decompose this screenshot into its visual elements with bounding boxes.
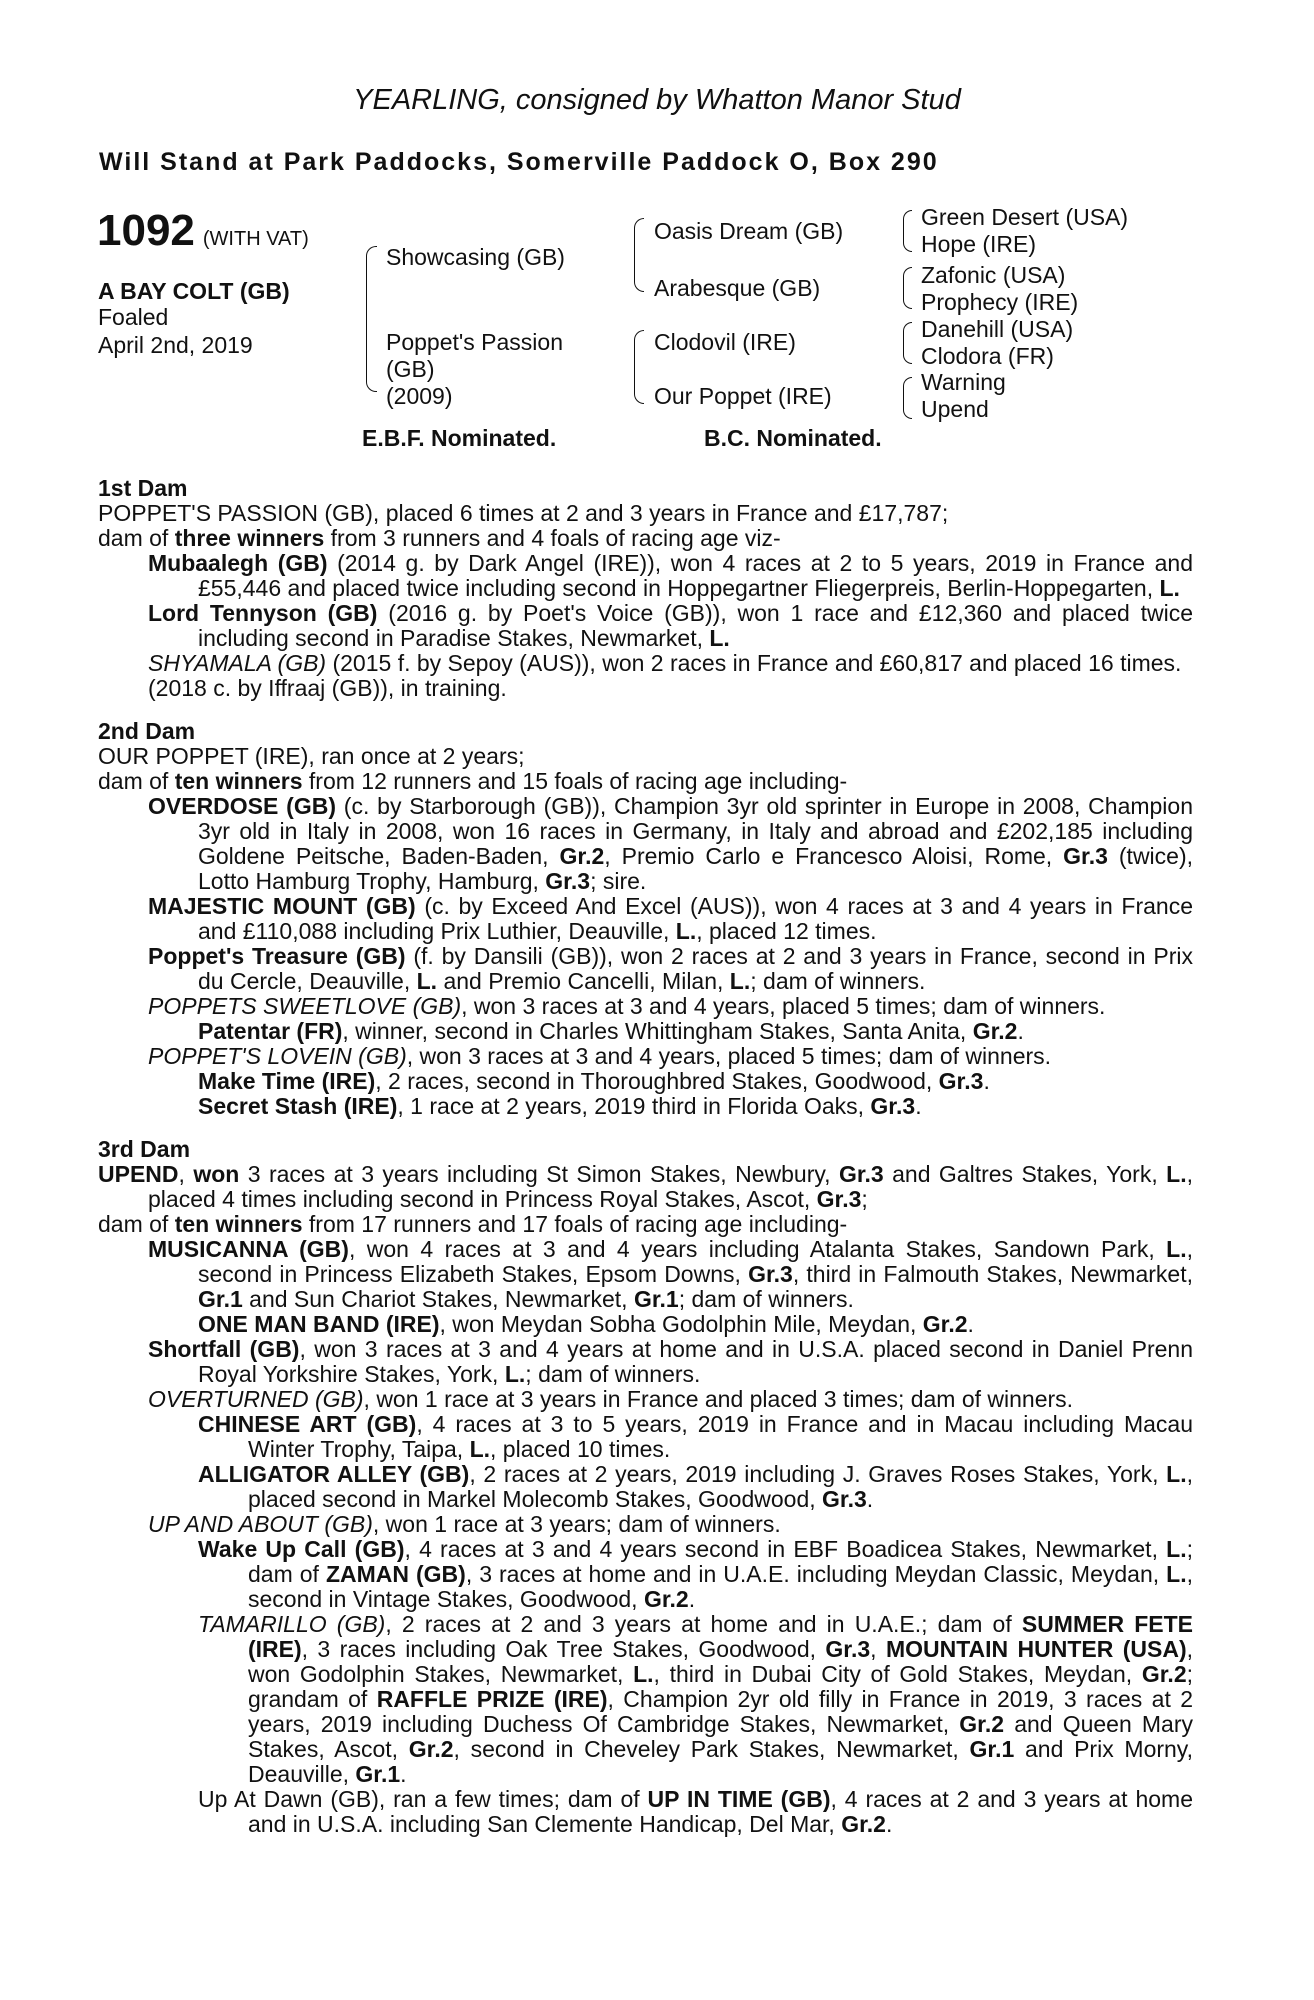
pedigree-entry: UPEND, won 3 races at 3 years including St Simon Stakes, Newbury, Gr.3 and Galtres Stakes, York, L., placed 4 times including second in Princess Royal Stakes, Ascot, Gr.3; <box>98 1161 1193 1212</box>
pedigree-g3-1: Green Desert (USA) <box>921 204 1129 230</box>
pedigree-entry: OVERDOSE (GB) (c. by Starborough (GB)), Champion 3yr old sprinter in Europe in 2008, Champion 3yr old in Italy in 2008, won 16 races in Germany, in Italy and abroad and £202,185 including Goldene Peitsche, Baden-Baden, Gr.2, Premio Carlo e Francesco Aloisi, Rome, Gr.3 (twice), Lotto Hamburg Trophy, Hamburg, Gr.3; sire. <box>148 793 1194 894</box>
pedigree-brace-g3-3 <box>903 322 912 364</box>
pedigree-brace-dam-line <box>634 330 644 404</box>
pedigree-sire-dam: Arabesque (GB) <box>654 275 821 301</box>
pedigree-entry: (2018 c. by Iffraaj (GB)), in training. <box>148 675 507 701</box>
pedigree-entry: dam of ten winners from 12 runners and 15 foals of racing age including- <box>98 768 848 794</box>
pedigree-entry: Poppet's Treasure (GB) (f. by Dansili (GB)), won 2 races at 2 and 3 years in France, second in Prix du Cercle, Deauville, L. and Premio Cancelli, Milan, L.; dam of winners. <box>148 943 1193 994</box>
pedigree-entry: POPPET'S LOVEIN (GB), won 3 races at 3 and 4 years, placed 5 times; dam of winners. <box>148 1043 1052 1069</box>
pedigree-brace-sire-dam <box>366 246 377 392</box>
dam-section <box>98 719 1193 1119</box>
pedigree-entry: Up At Dawn (GB), ran a few times; dam of UP IN TIME (GB), 4 races at 2 and 3 years at home and in U.S.A. including San Clemente Handicap, Del Mar, Gr.2. <box>198 1786 1193 1837</box>
pedigree-brace-g3-4 <box>903 377 912 419</box>
foaled-label: Foaled <box>98 304 169 330</box>
pedigree-entry: POPPET'S PASSION (GB), placed 6 times at 2 and 3 years in France and £17,787; <box>98 500 949 526</box>
pedigree-sire-sire: Oasis Dream (GB) <box>654 218 844 244</box>
stand-location: Will Stand at Park Paddocks, Somerville Paddock O, Box 290 <box>99 148 939 176</box>
pedigree-entry: ONE MAN BAND (IRE), won Meydan Sobha Godolphin Mile, Meydan, Gr.2. <box>198 1311 974 1337</box>
pedigree-g3-4: Prophecy (IRE) <box>921 289 1079 315</box>
pedigree-entry: ALLIGATOR ALLEY (GB), 2 races at 2 years, 2019 including J. Graves Roses Stakes, York, L., placed second in Markel Molecomb Stakes, Goodwood, Gr.3. <box>198 1461 1193 1512</box>
pedigree-entry: MAJESTIC MOUNT (GB) (c. by Exceed And Excel (AUS)), won 4 races at 3 and 4 years in France and £110,088 including Prix Luthier, Deauville, L., placed 12 times. <box>148 893 1193 944</box>
ebf-nominated: E.B.F. Nominated. <box>362 425 557 451</box>
pedigree-entry: OUR POPPET (IRE), ran once at 2 years; <box>98 743 525 769</box>
horse-description: A BAY COLT (GB) <box>98 278 290 304</box>
pedigree-entry: Wake Up Call (GB), 4 races at 3 and 4 years second in EBF Boadicea Stakes, Newmarket, L.; dam of ZAMAN (GB), 3 races at home and in U.A.E. including Meydan Classic, Meydan, L., second in Vintage Stakes, Goodwood, Gr.2. <box>198 1536 1193 1612</box>
pedigree-brace-sire-line <box>634 218 644 292</box>
pedigree-entry: dam of three winners from 3 runners and 4 foals of racing age viz- <box>98 525 781 551</box>
pedigree-dam-line-1: Poppet's Passion <box>386 329 564 355</box>
pedigree-sire: Showcasing (GB) <box>386 244 565 270</box>
lot-number <box>97 206 309 256</box>
bc-nominated: B.C. Nominated. <box>704 425 882 451</box>
pedigree-entry: dam of ten winners from 17 runners and 17 foals of racing age including- <box>98 1211 848 1237</box>
dam-section-title: 3rd Dam <box>98 1136 191 1162</box>
pedigree-entry: OVERTURNED (GB), won 1 race at 3 years in France and placed 3 times; dam of winners. <box>148 1386 1074 1412</box>
pedigree-entry: Mubaalegh (GB) (2014 g. by Dark Angel (IRE)), won 4 races at 2 to 5 years, 2019 in France and £55,446 and placed twice including second in Hoppegartner Fliegerpreis, Berlin-Hoppegarten, L. <box>148 550 1193 601</box>
pedigree-entry: Shortfall (GB), won 3 races at 3 and 4 years at home and in U.S.A. placed second in Daniel Prenn Royal Yorkshire Stakes, York, L.; dam of winners. <box>148 1336 1193 1387</box>
pedigree-entry: MUSICANNA (GB), won 4 races at 3 and 4 years including Atalanta Stakes, Sandown Park, L., second in Princess Elizabeth Stakes, Epsom Downs, Gr.3, third in Falmouth Stakes, Newmarket, Gr.1 and Sun Chariot Stakes, Newmarket, Gr.1; dam of winners. <box>148 1236 1194 1312</box>
pedigree-entry: Secret Stash (IRE), 1 race at 2 years, 2019 third in Florida Oaks, Gr.3. <box>198 1093 922 1119</box>
pedigree-g3-7: Warning <box>921 369 1006 395</box>
pedigree-g3-2: Hope (IRE) <box>921 231 1037 257</box>
dam-section <box>98 476 1193 701</box>
pedigree-entry: Lord Tennyson (GB) (2016 g. by Poet's Voice (GB)), won 1 race and £12,360 and placed twice including second in Paradise Stakes, Newmarket, L. <box>148 600 1193 651</box>
pedigree-g3-3: Zafonic (USA) <box>921 262 1066 288</box>
vat-note: (WITH VAT) <box>202 228 309 250</box>
lot-number-value: 1092 <box>97 206 195 255</box>
foaled-date: April 2nd, 2019 <box>98 332 253 358</box>
catalogue-body <box>98 476 1193 1837</box>
pedigree-g3-5: Danehill (USA) <box>921 316 1074 342</box>
pedigree-entry: SHYAMALA (GB) (2015 f. by Sepoy (AUS)), won 2 races in France and £60,817 and placed 16 times. <box>148 650 1182 676</box>
pedigree-g3-8: Upend <box>921 396 989 422</box>
pedigree-entry: CHINESE ART (GB), 4 races at 3 to 5 years, 2019 in France and in Macau including Macau Winter Trophy, Taipa, L., placed 10 times. <box>198 1411 1193 1462</box>
pedigree-brace-g3-1 <box>903 210 912 252</box>
pedigree-brace-g3-2 <box>903 267 912 309</box>
pedigree-g3-6: Clodora (FR) <box>921 343 1054 369</box>
foaled-info <box>98 303 253 359</box>
pedigree-entry: Patentar (FR), winner, second in Charles Whittingham Stakes, Santa Anita, Gr.2. <box>198 1018 1024 1044</box>
dam-section <box>98 1137 1193 1837</box>
pedigree-dam-dam: Our Poppet (IRE) <box>654 383 832 409</box>
pedigree-entry: POPPETS SWEETLOVE (GB), won 3 races at 3 and 4 years, placed 5 times; dam of winners. <box>148 993 1106 1019</box>
dam-section-title: 2nd Dam <box>98 718 196 744</box>
dam-section-title: 1st Dam <box>98 475 188 501</box>
pedigree-entry: TAMARILLO (GB), 2 races at 2 and 3 years at home and in U.A.E.; dam of SUMMER FETE (IRE), 3 races including Oak Tree Stakes, Goodwood, Gr.3, MOUNTAIN HUNTER (USA), won Godolphin Stakes, Newmarket, L., third in Dubai City of Gold Stakes, Meydan, Gr.2; grandam of RAFFLE PRIZE (IRE), Champion 2yr old filly in France in 2019, 3 races at 2 years, 2019 including Duchess Of Cambridge Stakes, Newmarket, Gr.2 and Queen Mary Stakes, Ascot, Gr.2, second in Cheveley Park Stakes, Newmarket, Gr.1 and Prix Morny, Deauville, Gr.1. <box>198 1611 1194 1787</box>
pedigree-dam-line-2: (GB) <box>386 356 435 382</box>
consignment-heading: YEARLING, consigned by Whatton Manor Stud <box>353 84 961 116</box>
pedigree-entry: UP AND ABOUT (GB), won 1 race at 3 years; dam of winners. <box>148 1511 781 1537</box>
pedigree-dam-line-3: (2009) <box>386 383 453 409</box>
pedigree-entry: Make Time (IRE), 2 races, second in Thoroughbred Stakes, Goodwood, Gr.3. <box>198 1068 990 1094</box>
pedigree-dam-sire: Clodovil (IRE) <box>654 329 796 355</box>
